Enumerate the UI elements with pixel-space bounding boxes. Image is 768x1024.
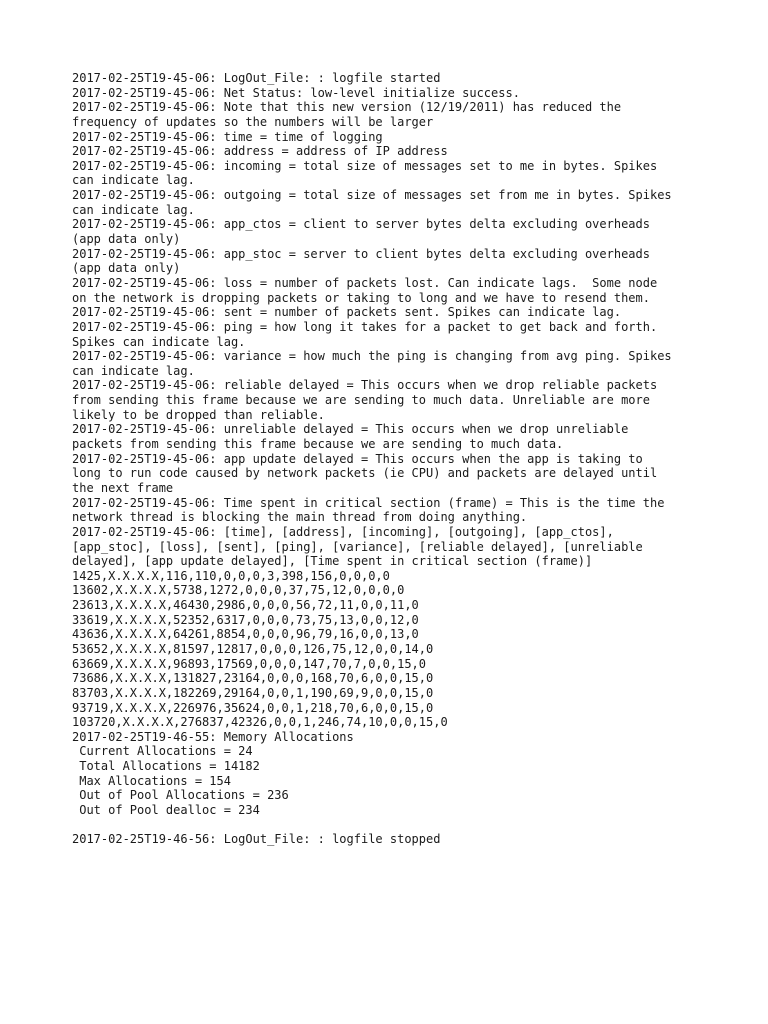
log-line: the next frame	[72, 480, 174, 495]
log-line	[72, 818, 712, 833]
log-line: 2017-02-25T19-46-56: LogOut_File: : logfile stopped	[72, 832, 441, 847]
log-line: 103720,X.X.X.X,276837,42326,0,0,1,246,74,10,0,0,15,0	[72, 715, 448, 730]
log-line: Max Allocations = 154	[72, 773, 231, 788]
log-line: 2017-02-25T19-45-06: Note that this new version (12/19/2011) has reduced the	[72, 100, 622, 115]
log-line: Out of Pool dealloc = 234	[72, 803, 260, 818]
log-line: 43636,X.X.X.X,64261,8854,0,0,0,96,79,16,0,0,13,0	[72, 627, 419, 642]
log-line: 2017-02-25T19-45-06: app_ctos = client to server bytes delta excluding overheads	[72, 217, 650, 232]
log-line: 23613,X.X.X.X,46430,2986,0,0,0,56,72,11,0,0,11,0	[72, 598, 419, 613]
log-text	[72, 71, 712, 847]
log-line: can indicate lag.	[72, 202, 195, 217]
log-line: 2017-02-25T19-45-06: ping = how long it takes for a packet to get back and forth.	[72, 319, 658, 334]
log-line: can indicate lag.	[72, 363, 195, 378]
log-line: 2017-02-25T19-45-06: app update delayed = This occurs when the app is taking to	[72, 451, 643, 466]
log-line: Total Allocations = 14182	[72, 759, 260, 774]
log-line: long to run code caused by network packets (ie CPU) and packets are delayed until	[72, 466, 658, 481]
log-line: 33619,X.X.X.X,52352,6317,0,0,0,73,75,13,0,0,12,0	[72, 612, 419, 627]
log-line: 2017-02-25T19-45-06: time = time of logging	[72, 129, 383, 144]
log-line: 83703,X.X.X.X,182269,29164,0,0,1,190,69,9,0,0,15,0	[72, 685, 434, 700]
log-line: likely to be dropped than reliable.	[72, 407, 325, 422]
log-line: (app data only)	[72, 232, 181, 247]
log-line: 2017-02-25T19-45-06: outgoing = total size of messages set from me in bytes. Spikes	[72, 188, 672, 203]
log-line: 73686,X.X.X.X,131827,23164,0,0,0,168,70,6,0,0,15,0	[72, 671, 434, 686]
log-line: on the network is dropping packets or taking to long and we have to resend them.	[72, 290, 650, 305]
log-line: 2017-02-25T19-45-06: loss = number of packets lost. Can indicate lags. Some node	[72, 275, 658, 290]
log-line: 2017-02-25T19-45-06: Time spent in critical section (frame) = This is the time the	[72, 495, 665, 510]
log-line: 2017-02-25T19-46-55: Memory Allocations	[72, 729, 354, 744]
log-line: 2017-02-25T19-45-06: sent = number of packets sent. Spikes can indicate lag.	[72, 305, 622, 320]
log-line: can indicate lag.	[72, 173, 195, 188]
log-line: Current Allocations = 24	[72, 744, 253, 759]
log-line: (app data only)	[72, 261, 181, 276]
log-line: 2017-02-25T19-45-06: app_stoc = server to client bytes delta excluding overheads	[72, 246, 650, 261]
log-line: Spikes can indicate lag.	[72, 334, 246, 349]
log-line: packets from sending this frame because we are sending to much data.	[72, 437, 564, 452]
log-line: 2017-02-25T19-45-06: reliable delayed = This occurs when we drop reliable packets	[72, 378, 658, 393]
log-line: 93719,X.X.X.X,226976,35624,0,0,1,218,70,6,0,0,15,0	[72, 700, 434, 715]
log-line: 2017-02-25T19-45-06: [time], [address], [incoming], [outgoing], [app_ctos],	[72, 524, 614, 539]
log-line: 2017-02-25T19-45-06: unreliable delayed = This occurs when we drop unreliable	[72, 422, 629, 437]
log-line: Out of Pool Allocations = 236	[72, 788, 289, 803]
log-line: network thread is blocking the main thread from doing anything.	[72, 510, 528, 525]
log-line: delayed], [app update delayed], [Time spent in critical section (frame)]	[72, 554, 593, 569]
log-line: 1425,X.X.X.X,116,110,0,0,0,3,398,156,0,0,0,0	[72, 568, 390, 583]
log-line: from sending this frame because we are sending to much data. Unreliable are more	[72, 393, 650, 408]
log-line: 53652,X.X.X.X,81597,12817,0,0,0,126,75,12,0,0,14,0	[72, 641, 434, 656]
log-line: frequency of updates so the numbers will be larger	[72, 114, 434, 129]
log-line: 2017-02-25T19-45-06: LogOut_File: : logfile started	[72, 71, 441, 85]
log-line: 2017-02-25T19-45-06: incoming = total size of messages set to me in bytes. Spikes	[72, 158, 658, 173]
log-line: 2017-02-25T19-45-06: variance = how much the ping is changing from avg ping. Spikes	[72, 349, 672, 364]
log-line: [app_stoc], [loss], [sent], [ping], [variance], [reliable delayed], [unreliable	[72, 539, 643, 554]
log-line: 2017-02-25T19-45-06: address = address of IP address	[72, 144, 448, 159]
log-line: 2017-02-25T19-45-06: Net Status: low-level initialize success.	[72, 85, 520, 100]
log-line: 13602,X.X.X.X,5738,1272,0,0,0,37,75,12,0,0,0,0	[72, 583, 405, 598]
log-line: 63669,X.X.X.X,96893,17569,0,0,0,147,70,7,0,0,15,0	[72, 656, 427, 671]
